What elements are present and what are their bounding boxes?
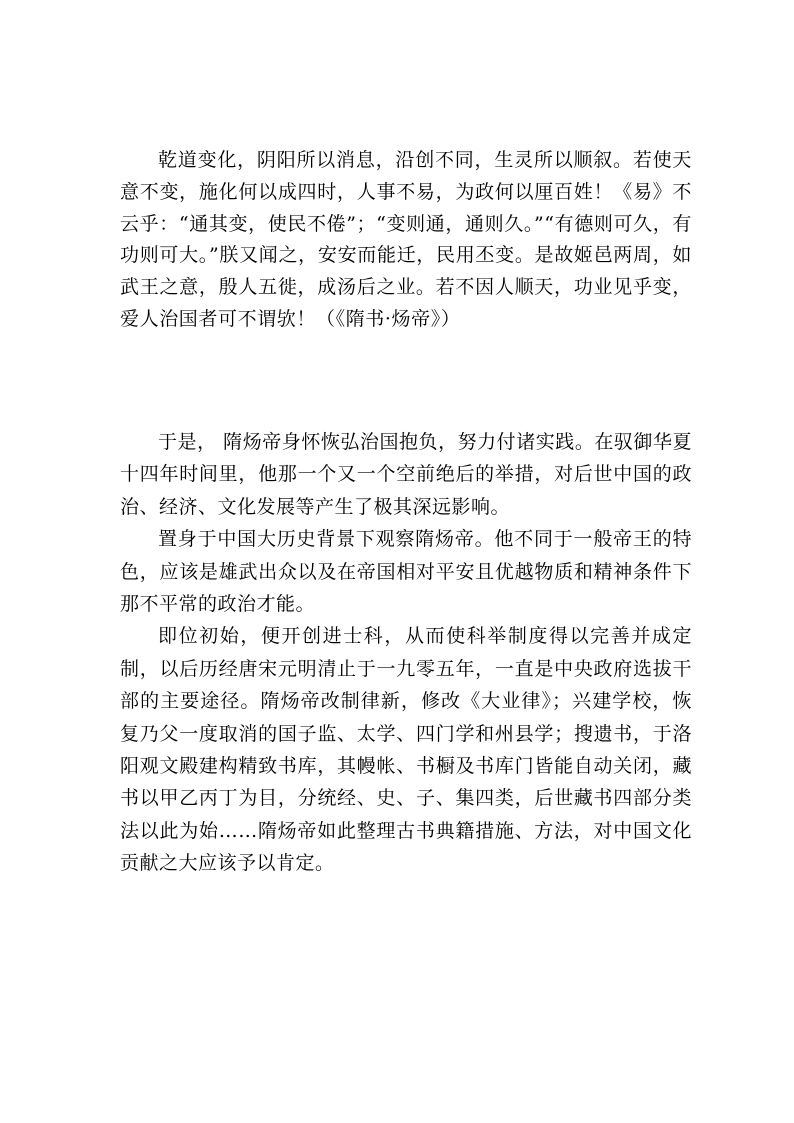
paragraph-1: 于是， 隋炀帝身怀恢弘治国抱负，努力付诸实践。在驭御华夏十四年时间里，他那一个又一个空前绝后的举措，对后世中国的政治、经济、文化发展等产生了极其深远影响。 (120, 431, 692, 518)
quoted-passage: 乾道变化，阴阳所以消息，沿创不同，生灵所以顺叙。若使天意不变，施化何以成四时，人事不易，为政何以厘百姓！《易》不云乎：“通其变，使民不倦”；“变则通，通则久。”“有德则可久，有功则可大。”朕又闻之，安安而能迁，民用丕变。是故姬邑两周，如武王之意，殷人五徙，成汤后之业。若不因人顺天，功业见乎变，爱人治国者可不谓欤！（《隋书·炀帝》） (120, 149, 692, 330)
body-text (120, 426, 692, 880)
paragraph-3: 即位初始，便开创进士科，从而使科举制度得以完善并成定制，以后历经唐宋元明清止于一九零五年，一直是中央政府选拔干部的主要途径。隋炀帝改制律新，修改《大业律》；兴建学校，恢复乃父一度取消的国子监、太学、四门学和州县学；搜遗书，于洛阳观文殿建构精致书库，其幔帐、书橱及书库门皆能自动关闭，藏书以甲乙丙丁为目，分统经、史、子、集四类，后世藏书四部分类法以此为始……隋炀帝如此整理古书典籍措施、方法，对中国文化贡献之大应该予以肯定。 (120, 625, 692, 875)
paragraph-2: 置身于中国大历史背景下观察隋炀帝。他不同于一般帝王的特色，应该是雄武出众以及在帝国相对平安且优越物质和精神条件下那不平常的政治才能。 (120, 528, 692, 616)
